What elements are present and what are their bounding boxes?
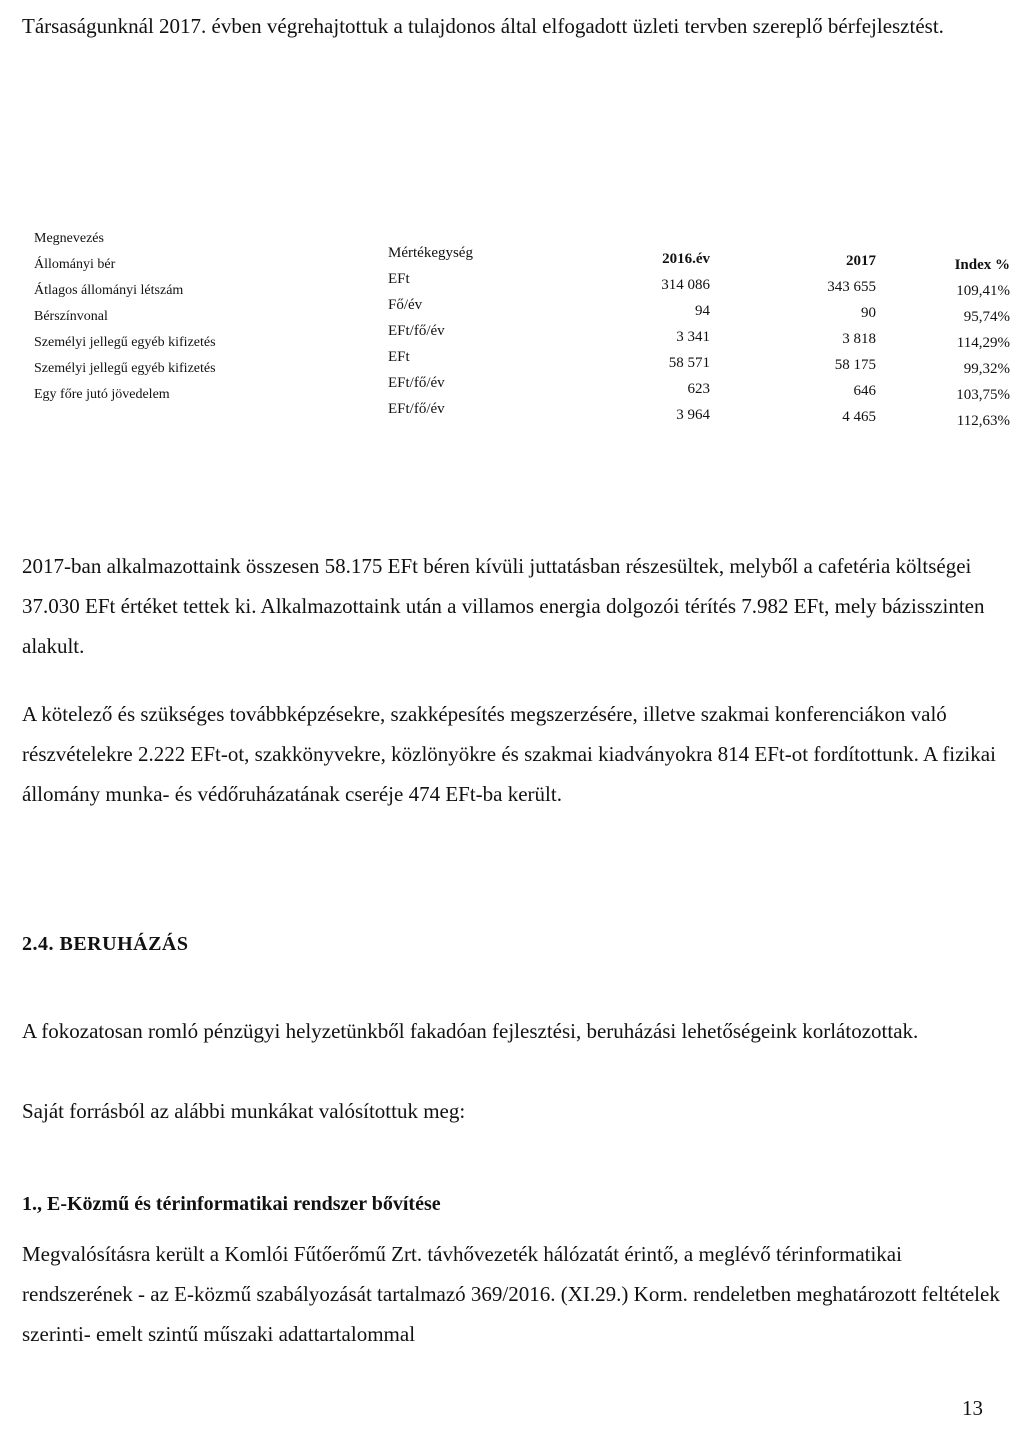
- table-header-2017: 2017: [846, 253, 876, 269]
- investment-paragraph: [22, 1011, 1002, 1051]
- benefits-text: 2017-ban alkalmazottaink összesen 58.175 EFt béren kívüli juttatásban részesültek, melyből a cafetéria költségei 37.030 EFt értéket tettek ki. Alkalmazottaink után a villamos energia dolgozói térítés 7.982 EFt, mely bázisszinten alakult.: [22, 554, 985, 658]
- investment-text: A fokozatosan romló pénzügyi helyzetünkből fakadóan fejlesztési, beruházási lehetőségeink korlátozottak.: [22, 1019, 919, 1043]
- own-funds-paragraph: [22, 1091, 1002, 1131]
- benefits-paragraph: [22, 546, 1002, 666]
- table-cell-index: 95,74%: [963, 309, 1010, 325]
- table-col-name: [34, 226, 314, 408]
- table-cell-name: Átlagos állományi létszám: [34, 283, 184, 298]
- project-title: 1., E-Közmű és térinformatikai rendszer bővítése: [22, 1193, 441, 1215]
- table-cell-2017: 90: [861, 305, 876, 321]
- intro-paragraph: [22, 6, 1002, 46]
- training-paragraph: [22, 694, 1002, 814]
- table-cell-index: 99,32%: [963, 361, 1010, 377]
- table-cell-unit: Fő/év: [388, 297, 423, 313]
- project-text: Megvalósításra került a Komlói Fűtőerőmű Zrt. távhővezeték hálózatát érintő, a meglévő térinformatikai rendszerének - az E-közmű szabályozását tartalmazó 369/2016. (XI.29.) Korm. rendeletben meghatározott feltételek szerinti- emelt szintű műszaki adattartalommal: [22, 1242, 1000, 1346]
- intro-text: Társaságunknál 2017. évben végrehajtottuk a tulajdonos által elfogadott üzleti tervben szereplő bérfejlesztést.: [22, 14, 944, 38]
- own-funds-text: Saját forrásból az alábbi munkákat valósítottuk meg:: [22, 1099, 466, 1123]
- table-cell-unit: EFt/fő/év: [388, 401, 445, 417]
- table-cell-2016: 623: [687, 381, 710, 397]
- table-cell-name: Bérszínvonal: [34, 309, 108, 324]
- table-cell-unit: EFt/fő/év: [388, 375, 445, 391]
- table-cell-2017: 3 818: [842, 331, 876, 347]
- table-col-unit: [388, 240, 508, 422]
- table-cell-2017: 343 655: [827, 279, 876, 295]
- table-cell-unit: EFt/fő/év: [388, 323, 445, 339]
- table-col-2016: [610, 246, 710, 428]
- table-cell-unit: EFt: [388, 349, 410, 365]
- table-cell-2016: 3 341: [676, 329, 710, 345]
- table-col-2017: [786, 248, 876, 430]
- table-cell-index: 112,63%: [956, 413, 1010, 429]
- table-header-index: Index %: [954, 257, 1010, 273]
- table-cell-2016: 314 086: [661, 277, 710, 293]
- table-header-2016: 2016.év: [662, 251, 710, 267]
- table-cell-name: Állományi bér: [34, 257, 116, 272]
- table-header-name: Megnevezés: [34, 231, 104, 246]
- table-cell-2016: 58 571: [668, 355, 710, 371]
- table-cell-2016: 94: [695, 303, 710, 319]
- table-cell-name: Személyi jellegű egyéb kifizetés: [34, 335, 216, 350]
- table-cell-2016: 3 964: [676, 407, 710, 423]
- table-cell-2017: 646: [853, 383, 876, 399]
- table-cell-name: Egy főre jutó jövedelem: [34, 387, 170, 402]
- table-cell-name: Személyi jellegű egyéb kifizetés: [34, 361, 216, 376]
- table-header-unit: Mértékegység: [388, 245, 473, 261]
- table-cell-unit: EFt: [388, 271, 410, 287]
- training-text: A kötelező és szükséges továbbképzésekre, szakképesítés megszerzésére, illetve szakmai konferenciákon való részvételekre 2.222 EFt-ot, szakkönyvekre, közlönyökre és szakmai kiadványokra 814 EFt-ot fordítottunk. A fizikai állomány munka- és védőruházatának cseréje 474 EFt-ba került.: [22, 702, 996, 806]
- table-col-index: [900, 252, 1010, 434]
- table-cell-2017: 4 465: [842, 409, 876, 425]
- table-cell-index: 114,29%: [956, 335, 1010, 351]
- project-paragraph: [22, 1234, 1002, 1354]
- page-number: 13: [962, 1396, 983, 1420]
- section-heading: 2.4. BERUHÁZÁS: [22, 933, 189, 955]
- table-cell-index: 109,41%: [956, 283, 1010, 299]
- table-cell-2017: 58 175: [834, 357, 876, 373]
- table-cell-index: 103,75%: [956, 387, 1010, 403]
